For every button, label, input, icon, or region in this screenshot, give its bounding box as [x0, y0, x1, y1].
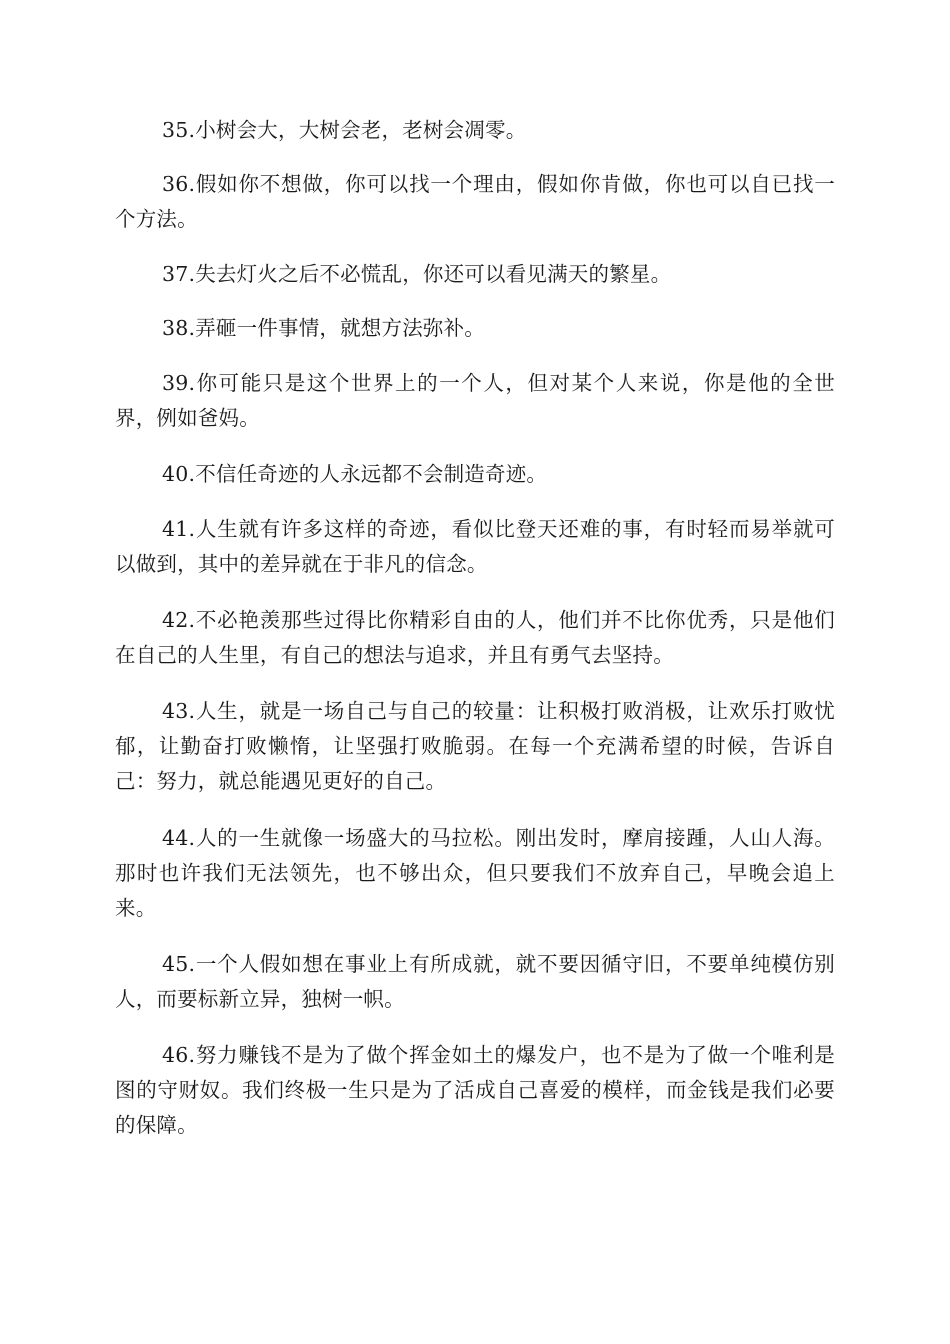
list-item: 38.弄砸一件事情，就想方法弥补。 [162, 316, 486, 340]
list-item: 40.不信任奇迹的人永远都不会制造奇迹。 [162, 462, 548, 486]
list-item: 42.不必艳羡那些过得比你精彩自由的人，他们并不比你优秀，只是他们在自己的人生里，有自己的想法与追求，并且有勇气去坚持。 [115, 608, 835, 667]
list-item: 45.一个人假如想在事业上有所成就，就不要因循守旧，不要单纯模仿别人，而要标新立异，独树一帜。 [115, 952, 835, 1011]
list-item: 46.努力赚钱不是为了做个挥金如土的爆发户，也不是为了做一个唯利是图的守财奴。我们终极一生只是为了活成自己喜爱的模样，而金钱是我们必要的保障。 [115, 1043, 835, 1137]
list-item: 36.假如你不想做，你可以找一个理由，假如你肯做，你也可以自已找一个方法。 [115, 172, 835, 231]
list-item: 44.人的一生就像一场盛大的马拉松。刚出发时，摩肩接踵，人山人海。那时也许我们无法领先，也不够出众，但只要我们不放弃自己，早晚会追上来。 [115, 826, 835, 920]
list-item: 35.小树会大，大树会老，老树会凋零。 [162, 118, 527, 142]
list-item: 39.你可能只是这个世界上的一个人，但对某个人来说，你是他的全世界，例如爸妈。 [115, 371, 835, 430]
list-item: 37.失去灯火之后不必慌乱，你还可以看见满天的繁星。 [162, 262, 672, 286]
list-item: 41.人生就有许多这样的奇迹，看似比登天还难的事，有时轻而易举就可以做到，其中的差异就在于非凡的信念。 [115, 517, 835, 576]
list-item: 43.人生，就是一场自己与自己的较量：让积极打败消极，让欢乐打败忧郁，让勤奋打败懒惰，让坚强打败脆弱。在每一个充满希望的时候，告诉自己：努力，就总能遇见更好的自己。 [115, 699, 835, 793]
